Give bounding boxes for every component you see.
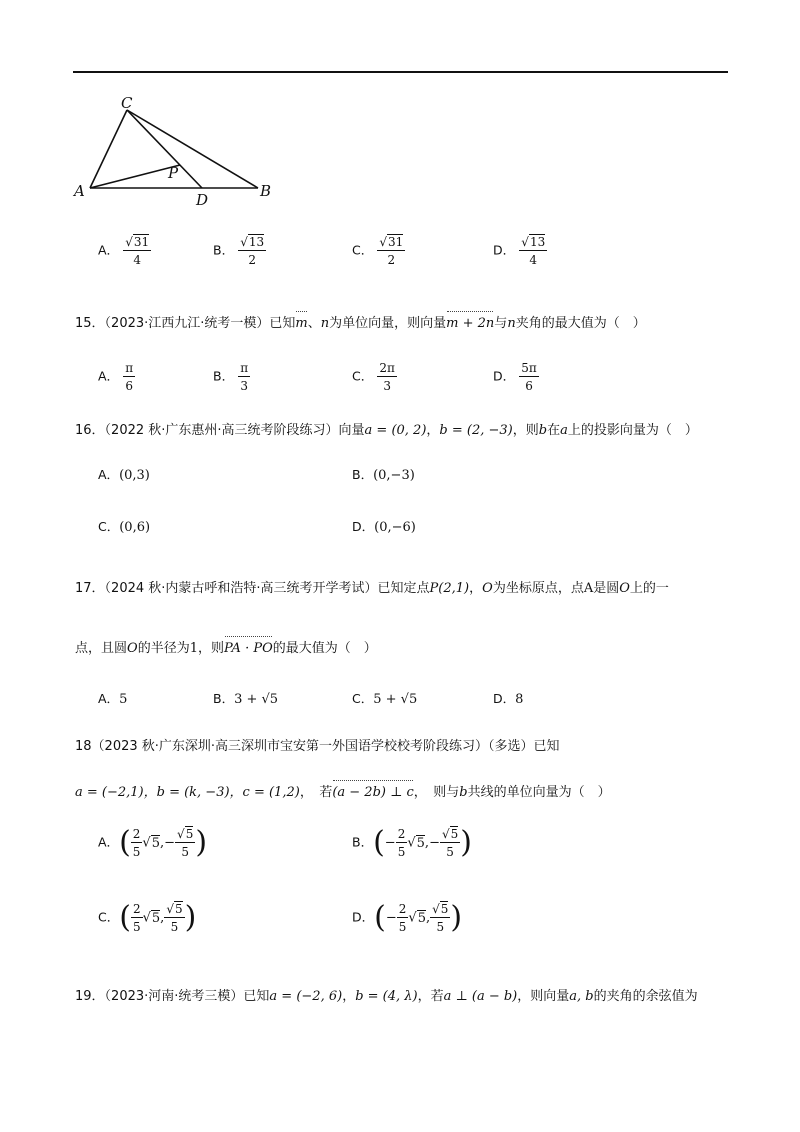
q18-option-b[interactable]: B．(− $\frac{2}{5}$ √5,− $\frac{√5}{5}$ ): [352, 825, 472, 860]
q18-option-c[interactable]: C．( $\frac{2}{5}$ √5, $\frac{√5}{5}$ ): [98, 900, 197, 935]
q17-option-b[interactable]: B．3 + √5: [213, 691, 279, 707]
question-15: 15．（2023·江西九江·统考一模）已知m、n为单位向量，则向量m + 2n与n夹角的最大值为（ ）: [75, 316, 646, 331]
label-c: C: [121, 94, 133, 112]
q17-option-d[interactable]: D．8: [493, 691, 524, 707]
header-rule: [73, 71, 728, 73]
q16-option-b[interactable]: B．(0,−3): [352, 467, 415, 483]
label-p: P: [168, 164, 179, 182]
q14-option-a[interactable]: A． $\frac{√31}{4}$: [98, 235, 150, 267]
q15-option-d[interactable]: D． $\frac{5\pi}{6}$: [493, 361, 537, 393]
label-d: D: [196, 191, 209, 209]
q15-option-c[interactable]: C． $\frac{2\pi}{3}$: [352, 361, 395, 393]
question-19: 19．（2023·河南·统考三模）已知a = (−2, 6)，b = (4, λ)，若a ⊥ (a − b)，则向量a, b的夹角的余弦值为: [75, 989, 698, 1004]
q16-option-c[interactable]: C．(0,6): [98, 519, 151, 535]
question-17-line-2: 点，且圆O的半径为1，则PA · PO的最大值为（ ）: [75, 641, 377, 656]
q15-option-a[interactable]: A． $\frac{\pi}{6}$: [98, 361, 134, 393]
q16-option-d[interactable]: D．(0,−6): [352, 519, 416, 535]
q15-option-b[interactable]: B． $\frac{\pi}{3}$: [213, 361, 249, 393]
label-b: B: [260, 182, 272, 200]
triangle-figure: [70, 92, 290, 210]
q14-option-b[interactable]: B． $\frac{√13}{2}$: [213, 235, 265, 267]
question-18-line-1: 18（2023 秋·广东深圳·高三深圳市宝安第一外国语学校校考阶段练习）（多选）已知: [75, 739, 560, 754]
q17-option-c[interactable]: C．5 + √5: [352, 691, 418, 707]
q18-option-a[interactable]: A．( $\frac{2}{5}$ √5,− $\frac{√5}{5}$ ): [98, 825, 208, 860]
q18-option-d[interactable]: D．(− $\frac{2}{5}$ √5, $\frac{√5}{5}$ ): [352, 900, 463, 935]
q16-option-a[interactable]: A．(0,3): [98, 467, 150, 483]
segment-ap: [90, 165, 180, 188]
q14-option-c[interactable]: C． $\frac{√31}{2}$: [352, 235, 404, 267]
q14-option-d[interactable]: D． $\frac{√13}{4}$: [493, 235, 546, 267]
q17-option-a[interactable]: A．5: [98, 691, 128, 707]
question-18-line-2: a = (−2,1)，b = (k, −3)，c = (1,2)， 若(a − 2b) ⊥ c， 则与b共线的单位向量为（ ）: [75, 785, 611, 800]
label-a: A: [74, 182, 85, 200]
question-16: 16．（2022 秋·广东惠州·高三统考阶段练习）向量a = (0, 2)，b = (2, −3)，则b在a上的投影向量为（ ）: [75, 423, 698, 438]
question-17-line-1: 17．（2024 秋·内蒙古呼和浩特·高三统考开学考试）已知定点P(2,1)，O为坐标原点，点A是圆O上的一: [75, 581, 669, 596]
segment-cb: [127, 110, 258, 188]
segment-ac: [90, 110, 127, 188]
